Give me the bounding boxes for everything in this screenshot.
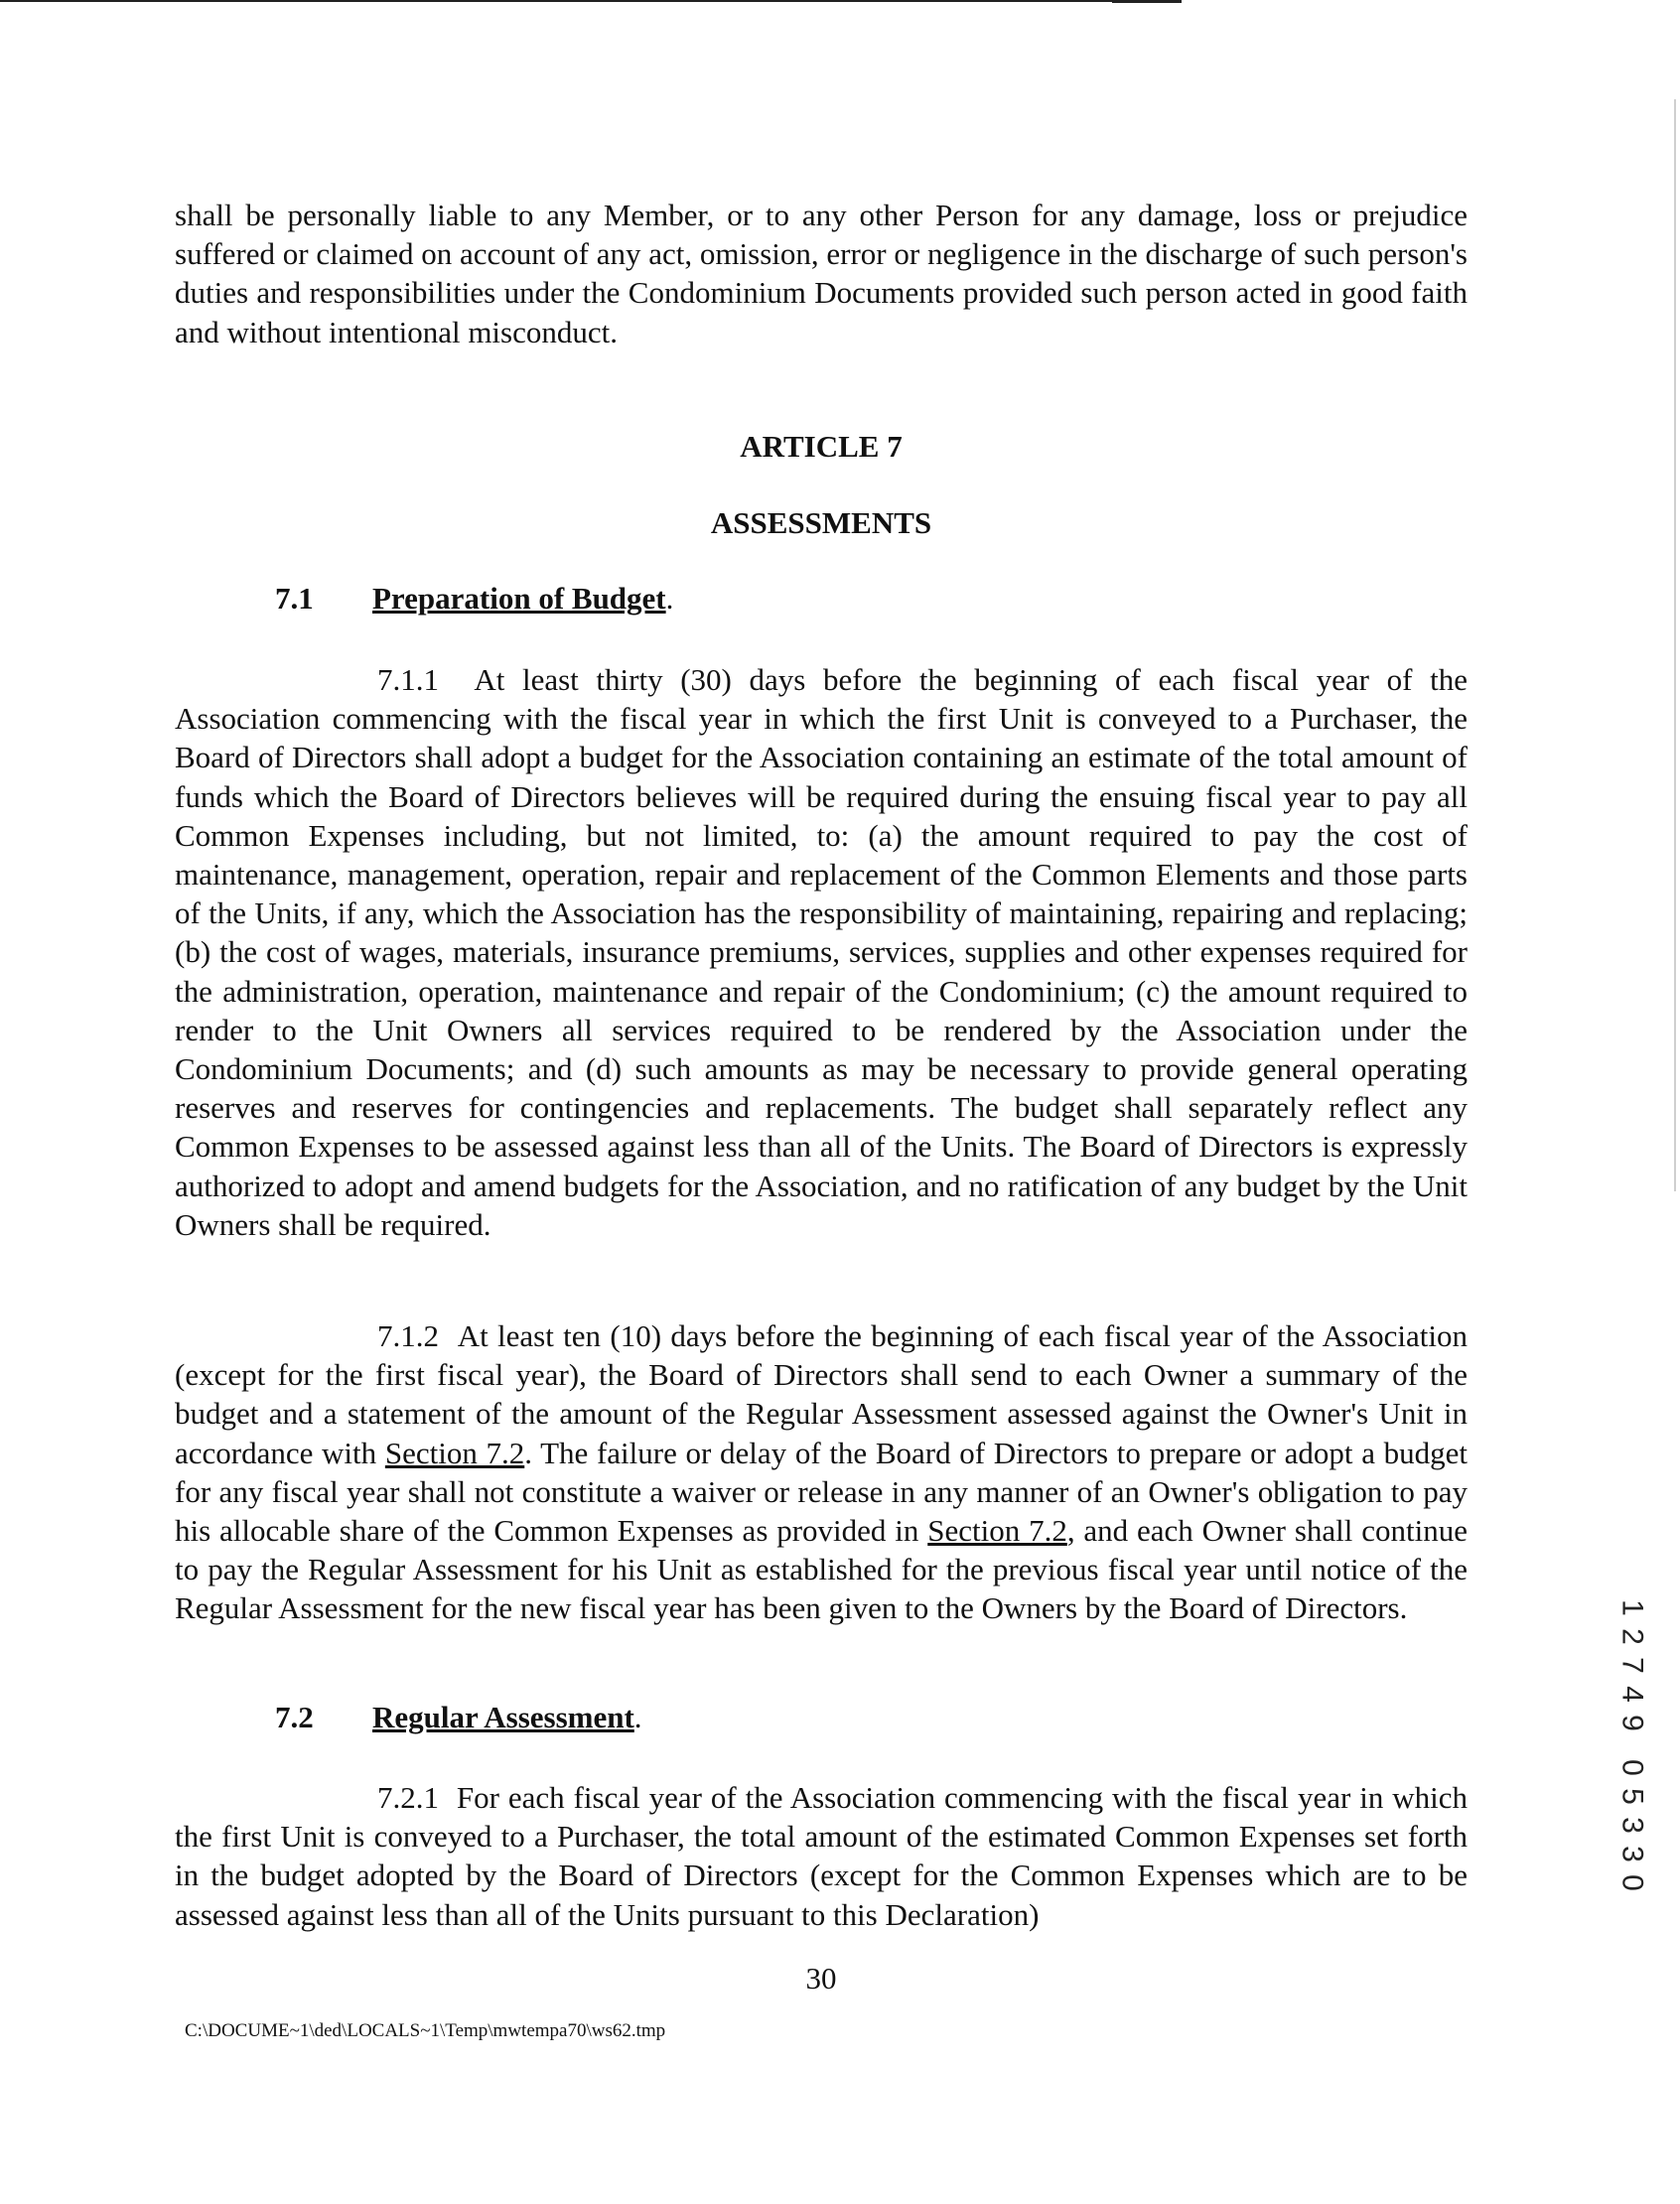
paragraph-7-1-2 [175,1316,1468,1628]
paragraph-label: 7.1.2 [377,1318,439,1353]
paragraph-text-part-2: . The failure or delay of the Board of Directors to prepare or adopt a budget for any fiscal year shall not constitute a waiver or release in any manner of an Owner's obligation to pay his allocable share of the Common Expenses as provided in [175,1435,1468,1549]
paragraph-7-2-1 [175,1778,1468,1934]
section-number: 7.1 [275,581,314,616]
paragraph-text-part-3: , and each Owner shall continue to pay the Regular Assessment for his Unit as established for the previous fiscal year until notice of the Regular Assessment for the new fiscal year has been given to the Owners by the Board of Directors. [175,1513,1468,1626]
stamp-digit: 9 [1615,1715,1649,1731]
stamp-digit: 5 [1615,1788,1649,1805]
paragraph-text: For each fiscal year of the Association commencing with the fiscal year in which the first Unit is conveyed to a Purchaser, the total amount of the estimated Common Expenses set forth in the budget adopted by the Board of Directors (except for the Common Expenses which are to be assessed against less than all of the Units pursuant to this Declaration) [175,1780,1469,1932]
stamp-digit: 4 [1615,1686,1649,1703]
paragraph-label: 7.2.1 [377,1780,439,1815]
section-title-suffix: . [633,1700,642,1734]
section-heading-7-2 [275,1700,642,1735]
top-scan-rule [0,0,1182,2]
stamp-digit: 1 [1615,1599,1649,1616]
stamp-digit: 0 [1615,1759,1649,1776]
stamp-digit: 0 [1615,1874,1649,1891]
intro-paragraph: shall be personally liable to any Member, or to any other Person for any damage, loss or prejudice suffered or claimed on account of any act, omission, error or negligence in the discharge of such person's duties and responsibilities under the Condominium Documents provided such person acted in good faith and without intentional misconduct. [175,198,1468,349]
section-heading-7-1 [275,581,673,617]
page-number: 30 [805,1961,837,1996]
article-title: ASSESSMENTS [710,505,932,540]
section-reference-link[interactable]: Section 7.2 [384,1435,525,1470]
article-label: ARTICLE 7 [740,429,903,464]
paragraph-label: 7.1.1 [377,662,439,697]
paragraph-text: At least thirty (30) days before the beginning of each fiscal year of the Association commencing with the fiscal year in which the first Unit is conveyed to a Purchaser, the Board of Directors shall adopt a budget for the Association containing an estimate of the total amount of funds which the Board of Directors believes will be required during the ensuing fiscal year to pay all Common Expenses including, but not limited, to: (a) the amount required to pay the cost of maintenance, management, operation, repair and replacement of the Common Elements and those parts of the Units, if any, which the Association has the responsibility of maintaining, repairing and replacing; (b) the cost of wages, materials, insurance premiums, services, supplies and other expenses required for the administration, operation, maintenance and repair of the Condominium; (c) the amount required to render to the Unit Owners all services required to be rendered by the Association under the Condominium Documents; and (d) such amounts as may be necessary to provide general operating reserves and reserves for contingencies and replacements. The budget shall separately reflect any Common Expenses to be assessed against less than all of the Units. The Board of Directors is expressly authorized to adopt and amend budgets for the Association, and no ratification of any budget by the Unit Owners shall be required. [175,662,1469,1242]
section-number: 7.2 [275,1700,314,1734]
right-scan-edge [1674,99,1676,1191]
section-title: Regular Assessment [372,1700,634,1734]
stamp-digit: 3 [1615,1846,1649,1862]
section-title-suffix: . [665,581,674,616]
paragraph-text-part-1: At least ten (10) days before the beginning of each fiscal year of the Association (except for the first fiscal year), the Board of Directors shall send to each Owner a summary of the budget and a statement of the amount of the Regular Assessment assessed against the Owner's Unit in accordance with [175,1318,1469,1470]
side-document-stamp [1609,1593,1656,1897]
paragraph-7-1-1 [175,660,1468,1244]
footer-file-path: C:\DOCUME~1\ded\LOCALS~1\Temp\mwtempa70\ws62.tmp [185,2020,666,2041]
stamp-digit: 3 [1615,1817,1649,1834]
section-reference-link[interactable]: Section 7.2 [927,1513,1067,1549]
top-scan-rule-mark [1112,0,1182,3]
stamp-digit: 2 [1615,1628,1649,1645]
section-title: Preparation of Budget [372,581,666,616]
stamp-digit: 7 [1615,1657,1649,1674]
